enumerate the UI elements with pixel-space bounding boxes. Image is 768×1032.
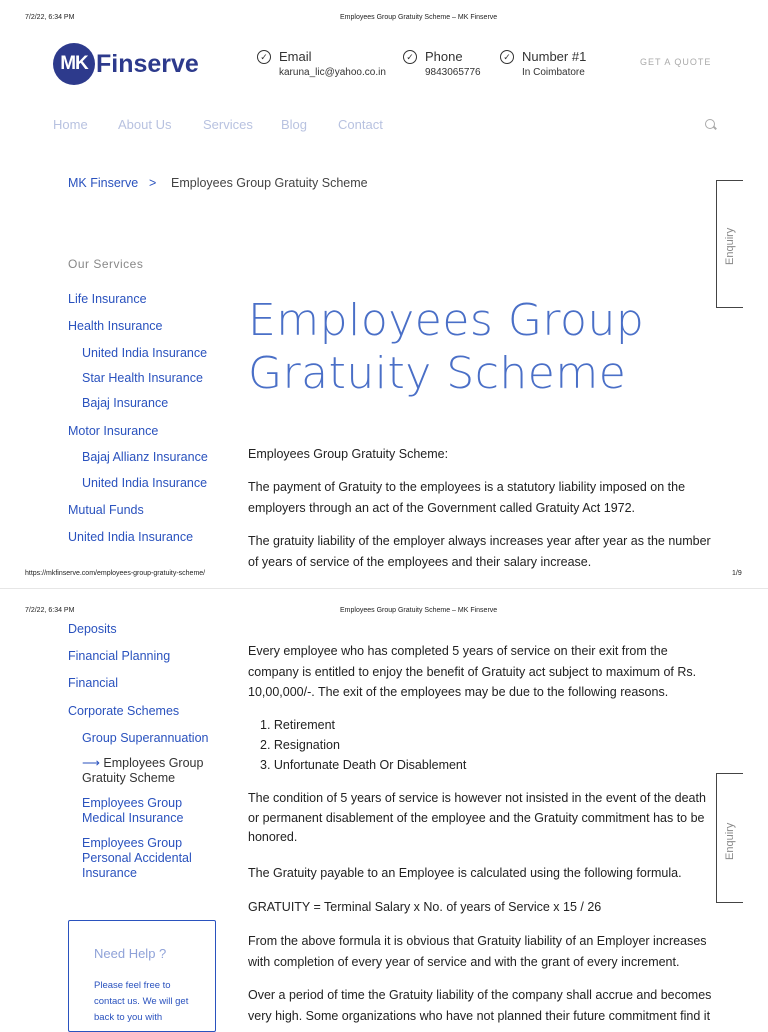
sidebar-subitem-gratuity-label: Employees Group Gratuity Scheme [82, 756, 204, 785]
sidebar-subitem-united-india-motor[interactable]: United India Insurance [82, 476, 208, 490]
need-help-text: Please feel free to contact us. We will get back to you with [94, 980, 189, 1023]
sidebar-item-mutual-funds[interactable]: Mutual Funds [68, 503, 144, 517]
breadcrumb-separator: > [149, 176, 157, 190]
contact-number-value: In Coimbatore [522, 67, 585, 78]
get-quote-button[interactable]: GET A QUOTE [640, 57, 712, 67]
list-item: 1. Retirement [260, 718, 336, 732]
need-help-title: Need Help ? [94, 946, 167, 961]
paragraph-7: Over a period of time the Gratuity liability of the company shall accrue and becomes very high. Some organizations who have not planned their future commitment find it [248, 988, 712, 1023]
page-title [248, 294, 644, 400]
sidebar-subitem-star-health[interactable]: Star Health Insurance [82, 371, 203, 385]
search-icon[interactable] [705, 119, 715, 129]
paragraph-1: The payment of Gratuity to the employees is a statutory liability imposed on the employers through an act of the Government called Gratuity Act 1972. [248, 480, 686, 515]
contact-email-value[interactable]: karuna_lic@yahoo.co.in [279, 67, 386, 78]
contact-phone-value[interactable]: 9843065776 [425, 67, 481, 78]
list-item: 3. Unfortunate Death Or Disablement [260, 758, 467, 772]
enquiry-label: Enquiry [724, 227, 736, 265]
check-circle-icon: ✓ [500, 50, 514, 64]
sidebar-item-deposits[interactable]: Deposits [68, 622, 117, 636]
sidebar-subitem-bajaj[interactable]: Bajaj Insurance [82, 396, 169, 410]
contact-number-title: Number #1 [522, 49, 587, 64]
sidebar-heading: Our Services [68, 257, 144, 271]
formula: GRATUITY = Terminal Salary x No. of years of Service x 15 / 26 [248, 900, 602, 914]
check-circle-icon: ✓ [257, 50, 271, 64]
print-datetime: 7/2/22, 6:34 PM [25, 14, 75, 21]
print-datetime-2: 7/2/22, 6:34 PM [25, 607, 75, 614]
sidebar-subitem-united-india[interactable]: United India Insurance [82, 346, 208, 360]
list-item: 2. Resignation [260, 738, 340, 752]
page-divider [0, 588, 768, 589]
contact-email-title: Email [279, 49, 312, 64]
nav-blog[interactable]: Blog [281, 117, 308, 132]
sidebar-item-united-india[interactable]: United India Insurance [68, 530, 194, 544]
sidebar-subitem-bajaj-allianz[interactable]: Bajaj Allianz Insurance [82, 450, 208, 464]
page-title-line1: Employees Group [248, 295, 645, 346]
breadcrumb-current: Employees Group Gratuity Scheme [171, 176, 368, 190]
paragraph-4: The condition of 5 years of service is however not insisted in the event of the death or permanent disablement of the employee and the Gratuity commitment has to be honored. [248, 791, 706, 844]
sidebar-subitem-group-medical[interactable]: Employees Group Medical Insurance [82, 796, 184, 825]
sidebar-subitem-group-superannuation[interactable]: Group Superannuation [82, 731, 209, 745]
reasons-list [260, 715, 725, 775]
nav-contact[interactable]: Contact [338, 117, 383, 132]
print-url: https://mkfinserve.com/employees-group-gratuity-scheme/ [25, 570, 206, 577]
sidebar-item-financial[interactable]: Financial [68, 676, 119, 690]
paragraph-3: Every employee who has completed 5 years of service on their exit from the company is entitled to enjoy the benefit of Gratuity act subject to maximum of Rs. 10,00,000/-. The exit of the employees may be due to the following reasons. [248, 644, 697, 699]
paragraph-2: The gratuity liability of the employer always increases year after year as the number of years of service of the employees and their salary increase. [248, 534, 711, 569]
nav-about-us[interactable]: About Us [118, 117, 172, 132]
sidebar-subitem-gratuity-active[interactable] [82, 756, 222, 786]
print-title: Employees Group Gratuity Scheme – MK Finserve [340, 14, 498, 21]
sidebar-item-life-insurance[interactable]: Life Insurance [68, 292, 147, 306]
logo-text: Finserve [96, 50, 199, 78]
page-title-line2: Gratuity Scheme [248, 348, 627, 399]
print-title-2: Employees Group Gratuity Scheme – MK Finserve [340, 607, 498, 614]
sidebar-subitem-group-accidental[interactable]: Employees Group Personal Accidental Insurance [82, 836, 192, 880]
enquiry-label-2: Enquiry [724, 822, 736, 860]
enquiry-tab-2[interactable] [716, 773, 743, 903]
enquiry-tab[interactable] [716, 180, 743, 308]
sidebar-item-health-insurance[interactable]: Health Insurance [68, 319, 163, 333]
contact-phone-title: Phone [425, 49, 463, 64]
arrow-right-icon: ⟶ [82, 756, 100, 770]
sidebar-item-financial-planning[interactable]: Financial Planning [68, 649, 171, 663]
need-help-box [68, 920, 216, 1032]
check-circle-icon: ✓ [403, 50, 417, 64]
nav-services[interactable]: Services [203, 117, 253, 132]
sidebar-item-corporate-schemes[interactable]: Corporate Schemes [68, 704, 180, 718]
sidebar-item-motor-insurance[interactable]: Motor Insurance [68, 424, 159, 438]
paragraph-6: From the above formula it is obvious that Gratuity liability of an Employer increases with completion of every year of service and with the grant of every increment. [248, 934, 707, 969]
breadcrumb-home[interactable]: MK Finserve [68, 176, 139, 190]
intro-text: Employees Group Gratuity Scheme: [248, 447, 449, 461]
nav-home[interactable]: Home [53, 117, 88, 132]
print-page-number: 1/9 [732, 570, 742, 577]
logo-mark: MK [53, 43, 95, 85]
paragraph-5: The Gratuity payable to an Employee is calculated using the following formula. [248, 866, 682, 880]
